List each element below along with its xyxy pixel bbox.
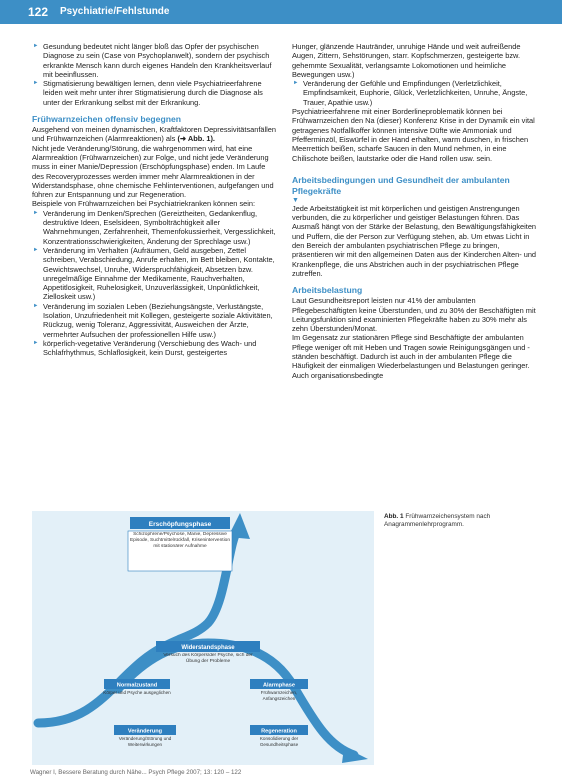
erschoepfung-title: Erschöpfungsphase: [148, 521, 212, 528]
paragraph: Hunger, glänzende Hautränder, unruhige Hände und weit aufreißende Augen, Zittern, Sehstörungen, starr. Kopfschmerzen, gesteigerte bzw. gehemmte Sexualität, verlangsamte Lokomotionen und heimliche Bewegungen usw.): [292, 42, 521, 79]
bullet-list-bottom: [32, 209, 277, 358]
bullet-list-top: [32, 42, 277, 107]
figure-panel: [32, 511, 374, 765]
paragraph: Nicht jede Veränderung/Störung, die wahrgenommen wird, hat eine Alarmreaktion (Frühwarnzeichen) zur Folge, und nicht jede Veränderung muss in einer Manie/Depression (Erschöpfungsphase) enden. Im Laufe des Recoveryprozesses werden immer mehr Alarmreaktionen in der Widerstandsphase, ohne chemische Fehlinterventionen, aufgefangen und führen zur Entspannung und zur Regeneration.: [32, 143, 274, 200]
erschoepfung-text: Schizophrene/Psychose, Manie, Depressive Episode, Suchtmittelrückfall, Krisenintervention mit stationärer Aufnahme: [130, 532, 230, 549]
list-item: ► Veränderung der Gefühle und Empfindungen (Verletzlichkeit, Empfindsamkeit, Euphorie, Glück, Verletzlichkeiten, Unruhe, Ängste, Trauer, Apathie usw.): [303, 79, 537, 107]
list-item: ► Veränderung im Denken/Sprechen (Gereiztheiten, Gedankenflug, destruktive Ideen, Eselsideen, Symbolträchtigkeit aller Wahrnehmungen, Zerfahrenheit, Themenfokussierheit, Vergesslichkeit, Konzentrationsschwierigkeiten, Änderung der Sprechlage usw.): [43, 209, 277, 246]
heading-fruehwarnzeichen: Frühwarnzeichen offensiv begegnen: [32, 114, 181, 125]
list-item: ► Veränderung im Verhalten (Aufräumen, Geld ausgeben, Zettel schreiben, Verabschiedung, Anrufe erhalten, im Bett bleiben, Kontakte, Gewichtswechsel, Unruhe, Widerspruchfähigkeit, Absetzen bzw. unregelmäßige Einnahme der Medikamente, Rauchverhalten, Appetitlosigkeit, Ruhelosigkeit, Unzuverlässigkeit, Unpünktlichkeit, Zielloskeit usw.): [43, 246, 277, 302]
paragraph-text: Ausgehend von meinen dynamischen, Kraftfaktoren Depressivitätsanfällen und Frühwarnzeichen (Alarmreaktionen) als: [32, 125, 277, 144]
widerstand-text: Versuch des Körpers/der Psyche, sich der Übung der Probleme: [163, 653, 253, 664]
figure-reference: (➜ Abb. 1).: [177, 134, 215, 144]
list-item: ► Gesundung bedeutet nicht länger bloß das Opfer der psychischen Diagnose zu sein (Case von Psychoplanwelt), sondern der psychisch erkrankte Mensch kann durch eigenes Handeln den Krankheitsverlauf mit beeinflussen.: [43, 42, 277, 79]
recovery-diagram: [32, 511, 374, 765]
section-title: Psychiatrie/Fehlstunde: [60, 6, 170, 17]
widerstand-title: Widerstandsphase: [181, 645, 235, 651]
normal-text: Körper und Psyche ausgeglichen: [103, 690, 171, 695]
veraenderung-title: Veränderung: [127, 728, 163, 735]
paragraph: Laut Gesundheitsreport leisten nur 41% der ambulanten Pflegebeschäftigten keine Überstunden, und zu 30% der Beschäftigten mit Leitungsfunktion sind examinierten Pflegekräfte haben zu 30% mehr als zehn Überstunden/Monat.: [292, 296, 536, 334]
alarm-title: Alarmphase: [262, 682, 296, 689]
veraenderung-text-wrap: [110, 736, 180, 752]
figure-caption: [384, 513, 539, 529]
regeneration-text: Konsolidierung der Gesundheitsphase: [259, 736, 299, 747]
normal-title: Normalzustand: [116, 682, 158, 689]
list-item: ► Veränderung im sozialen Leben (Beziehungsängste, Verlustängste, Isolation, Unzufriedenheit mit Kollegen, gesteigerte soziale Aktivitäten, Rückzug, wenig Toleranz, Aggressivität, Ausweichen der Ärzte, vermehrter Aufsuchen der professionellen Hilfe usw.): [43, 302, 277, 339]
left-column: [32, 42, 277, 358]
normal-text-wrap: [102, 690, 172, 706]
page-header: [0, 0, 562, 24]
paragraph: Psychiatrieerfahrene mit einer Borderlineproblematik können bei Frühwarnzeichen den Na (dieser) Konferenz Krise in der Dynamik ein vital getragenes Notfallkoffer können intensive Düfte wie Ammoniak und Pfefferminzöl, Eiswürfel in der Hand erhalten, warm duschen, in frischen Meerrettich beißen, scharfe Saucen in den Mund nehmen, in eine Chilischote beißen, lautstarke oder die Hand rollen usw. sein.: [292, 107, 535, 163]
caption-label: Abb. 1: [384, 513, 404, 520]
heading-arbeitsbelastung: Arbeitsbelastung: [292, 285, 363, 296]
right-column: [292, 42, 537, 380]
list-item: ► körperlich-vegetative Veränderung (Verschiebung des Wach- und Schlafrhythmus, Schlaflosigkeit, kein Durst, gesteigertes: [43, 339, 277, 358]
heading-marker: ▼: [292, 196, 299, 204]
bullet-list: [292, 79, 537, 107]
heading-arbeitsbedingungen: Arbeitsbedingungen und Gesundheit der ambulanten Pflegekräfte: [292, 174, 510, 196]
paragraph: Beispiele von Frühwarnzeichen bei Psychiatriekranken können sein:: [32, 199, 256, 209]
arrow-end-icon: [342, 747, 368, 763]
erschoepfung-text-wrap: [130, 532, 230, 570]
list-item: ► Stigmatisierung bewältigen lernen, denn viele Psychiatrieerfahrene leiden weit mehr unter ihrer Stigmatisierung durch die Diagnose als unter der Erkrankung selbst mit der Erkrankung.: [43, 79, 277, 107]
paragraph: Im Gegensatz zur stationären Pflege sind Beschäftigte der ambulanten Pflege weniger oft mit Heben und Tragen sowie Reinigungsgängen und -ständen beschäftigt. Dadurch ist auch in der ambulanten Pflege die Häufigkeit der einmaligen Wiederbelastungen und Belastungen geringer. Auch organisationsbedingte: [292, 333, 530, 380]
regeneration-title: Regeneration: [261, 728, 297, 735]
paragraph: [32, 125, 277, 144]
page-number: 122: [28, 5, 49, 19]
regeneration-text-wrap: [242, 736, 316, 752]
caption-text: Frühwarnzeichensystem nach Anagrammenlehrprogramm.: [384, 513, 491, 528]
alarm-text-wrap: [246, 690, 312, 706]
veraenderung-text: Veränderung/Störung und Weiterwirkungen: [118, 736, 172, 747]
footer-citation: Wagner I, Bessere Beratung durch Nähe... Psych Pflege 2007; 13: 120 – 122: [30, 769, 242, 776]
paragraph: Jede Arbeitstätigkeit ist mit körperlichen und geistigen Anstrengungen verbunden, die zu körperlicher und geistiger Belastungen führen. Das Ausmaß hängt von der Stärke der Belastung, den Bewältigungsfähigkeiten und Puffern, die der Person zur Verfügung stehen, ab. Um etwas Licht in den Bereich der ambulanten psychiatrischen Pflege zu bringen, präsentieren wir mit den allgemeinen Daten aus der Kinderchen Alten- und Krankenpflege, die uns Abstrichen auch in der psychiatrischen Pflege zutreffen.: [292, 203, 537, 278]
alarm-text: Frühwarnzeichen, Anfangszeichen: [260, 690, 298, 701]
widerstand-text-wrap: [158, 653, 258, 673]
